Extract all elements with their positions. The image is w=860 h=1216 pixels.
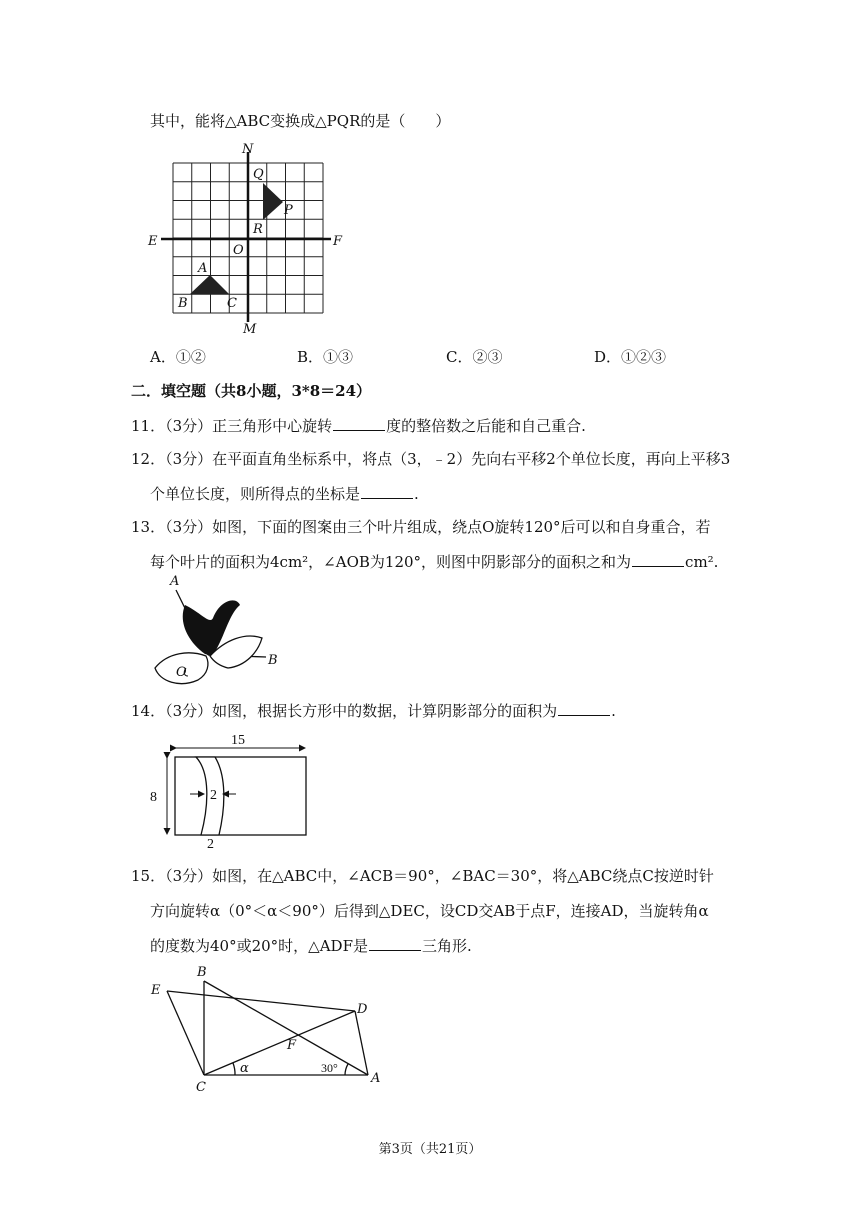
answer-blank[interactable]: [333, 415, 385, 431]
label-p: P: [284, 203, 293, 218]
q11-text-end: 度的整倍数之后能和自己重合.: [386, 417, 586, 435]
q14-text-end: .: [611, 702, 616, 720]
q13-line2: [150, 551, 718, 572]
label-2-bottom: 2: [207, 837, 214, 852]
answer-blank[interactable]: [369, 935, 421, 951]
q15-line3: [150, 935, 472, 956]
q12-text: 个单位长度，则所得点的坐标是: [150, 485, 361, 503]
section-title: 二．填空题（共8小题，3*8＝24）: [131, 382, 372, 400]
answer-blank[interactable]: [632, 551, 684, 567]
label-b: B: [178, 296, 188, 311]
answer-blank[interactable]: [558, 700, 610, 716]
label-b: B: [268, 653, 278, 668]
rotation-figure: [145, 960, 395, 1095]
label-e: E: [148, 234, 158, 249]
q13-text-end: cm².: [685, 553, 719, 571]
label-d: D: [357, 1002, 368, 1017]
label-e: E: [151, 983, 161, 998]
label-alpha: α: [240, 1061, 249, 1076]
label-f: F: [333, 234, 343, 249]
answer-blank[interactable]: [361, 483, 413, 499]
grid-figure: [140, 140, 350, 340]
page-footer: 第3页（共21页）: [378, 1142, 482, 1157]
q15-line1: 15．（3分）如图，在△ABC中，∠ACB＝90°，∠BAC＝30°，将△ABC绕点C按逆时针: [131, 867, 714, 885]
q10-stem: 其中，能将△ABC变换成△PQR的是（ ）: [150, 112, 451, 130]
triangle-pqr: [263, 183, 283, 220]
label-b: B: [197, 965, 207, 980]
q15-line2: 方向旋转α（0°＜α＜90°）后得到△DEC，设CD交AB于点F，连接AD，当旋转角α: [150, 902, 709, 920]
triangle-abc: [190, 275, 229, 294]
q15-text-end: 三角形.: [421, 937, 472, 955]
q12-line2: [150, 483, 419, 504]
label-f: F: [287, 1038, 297, 1053]
q14-text: 14．（3分）如图，根据长方形中的数据，计算阴影部分的面积为: [131, 702, 558, 720]
option-a: A．①②: [150, 348, 206, 366]
label-o: O: [176, 665, 187, 680]
question-14: [131, 700, 616, 721]
label-o: O: [233, 243, 244, 258]
label-r: R: [253, 222, 263, 237]
option-d: D．①②③: [594, 348, 667, 366]
label-a: A: [198, 261, 208, 276]
q12-line1: 12．（3分）在平面直角坐标系中，将点（3，﹣2）先向右平移2个单位长度，再向上平移3: [131, 450, 731, 468]
label-q: Q: [253, 167, 264, 182]
label-8: 8: [150, 790, 157, 805]
label-15: 15: [231, 733, 245, 748]
q12-text-end: .: [414, 485, 419, 503]
option-c: C．②③: [446, 348, 503, 366]
rectangle-figure: [140, 728, 320, 853]
label-n: N: [242, 142, 254, 157]
q13-line1: 13．（3分）如图，下面的图案由三个叶片组成，绕点O旋转120°后可以和自身重合，若: [131, 518, 711, 536]
leaves-figure: [150, 572, 285, 690]
label-c: C: [227, 296, 237, 311]
label-m: M: [243, 322, 257, 337]
label-a: A: [371, 1071, 381, 1086]
q15-text: 的度数为40°或20°时，△ADF是: [150, 937, 368, 955]
label-c: C: [196, 1080, 206, 1095]
question-11: [131, 415, 586, 436]
q11-text: 11．（3分）正三角形中心旋转: [131, 417, 333, 435]
label-2-mid: 2: [210, 788, 217, 803]
q13-text: 每个叶片的面积为4cm²，∠AOB为120°，则图中阴影部分的面积之和为: [150, 553, 632, 571]
label-30-degrees: 30°: [321, 1061, 338, 1075]
label-a: A: [170, 574, 180, 589]
option-b: B．①③: [297, 348, 354, 366]
